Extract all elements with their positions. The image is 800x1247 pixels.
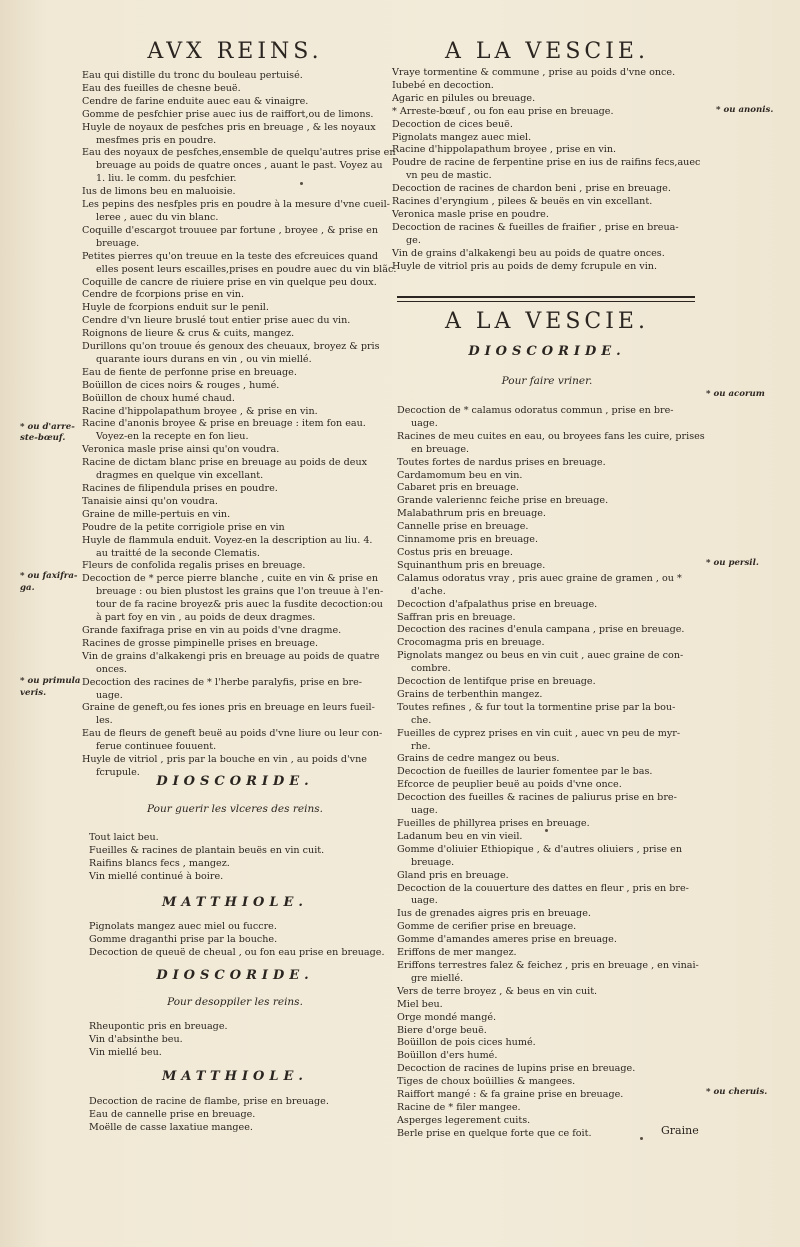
section-subtitle: Pour guerir les vlceres des reins. bbox=[147, 803, 323, 815]
entry-line: Racine d'hippolapathum broyee , & prise en vin. bbox=[82, 405, 318, 417]
entry-line: Grains de cedre mangez ou beus. bbox=[397, 753, 560, 765]
entry-line: à part foy en vin , au poids de deux dragmes. bbox=[96, 612, 316, 624]
entry-line: Durillons qu'on trouue és genoux des cheuaux, broyez & pris bbox=[82, 341, 380, 353]
entry-line: Decoction de * perce pierre blanche , cuite en vin & prise en bbox=[82, 573, 379, 585]
entry-line: Veronica masle prise en poudre. bbox=[392, 208, 549, 220]
entry-line: Decoction de lentifque prise en breuage. bbox=[397, 676, 596, 688]
entry-line: vn peu de mastic. bbox=[406, 170, 492, 182]
entry-line: che. bbox=[411, 714, 432, 726]
entry-line: Racines d'eryngium , pilees & beuës en vin excellant. bbox=[392, 196, 653, 208]
margin-note: * ou faxifra- bbox=[20, 571, 78, 581]
entry-line: Decoction de racines de chardon beni , prise en breuage. bbox=[392, 183, 671, 195]
margin-note: * ou anonis. bbox=[716, 105, 774, 115]
entry-line: Ius de grenades aigres pris en breuage. bbox=[397, 908, 591, 920]
entry-line: breuage. bbox=[411, 856, 455, 868]
entry-line: Decoction de cices beuë. bbox=[392, 118, 513, 130]
entry-line: Vers de terre broyez , & beus en vin cuit. bbox=[397, 985, 598, 997]
entry-line: Eau des fueilles de chesne beuë. bbox=[82, 82, 241, 94]
section-heading-matthiole: MATTHIOLE. bbox=[162, 895, 308, 910]
entry-line: Cinnamome pris en breuage. bbox=[397, 534, 539, 546]
entry-line: uage. bbox=[411, 805, 438, 817]
entry-list bbox=[89, 1021, 228, 1060]
entry-line: Huyle de vitriol , pris par la bouche en vin , au poids d'vne bbox=[82, 754, 367, 766]
entry-line: Poudre de racine de ferpentine prise en ius de raifins fecs,auec bbox=[392, 157, 701, 169]
entry-line: Cannelle prise en breuage. bbox=[397, 521, 529, 533]
entry-line: les. bbox=[96, 715, 113, 727]
margin-note: * ou acorum bbox=[706, 389, 765, 399]
entry-line: ferue continuee fouuent. bbox=[96, 741, 217, 753]
entry-line: Gomme d'oliuier Ethiopique , & d'autres oliuiers , prise en bbox=[397, 843, 683, 855]
entry-line: leree , auec du vin blanc. bbox=[96, 211, 219, 223]
entry-line: Calamus odoratus vray , pris auec graine de gramen , ou * bbox=[397, 572, 682, 584]
entry-line: Miel beu. bbox=[397, 998, 443, 1010]
section-divider-rule bbox=[397, 296, 695, 302]
entry-list bbox=[397, 405, 705, 1141]
margin-note: * ou cheruis. bbox=[706, 1087, 768, 1097]
entry-line: Pignolats mangez auec miel ou fuccre. bbox=[89, 921, 277, 932]
entry-line: combre. bbox=[411, 663, 451, 675]
entry-line: Saffran pris en breuage. bbox=[397, 611, 516, 623]
entry-line: Tout laict beu. bbox=[89, 832, 159, 843]
catchword: Graine bbox=[661, 1124, 699, 1137]
ink-speck bbox=[300, 182, 303, 185]
entry-line: Fueilles de phillyrea prises en breuage. bbox=[397, 818, 590, 829]
entry-line: au traitté de la seconde Clematis. bbox=[96, 547, 260, 559]
entry-line: Huyle de fcorpions enduit sur le penil. bbox=[82, 302, 269, 314]
margin-note: ga. bbox=[20, 583, 35, 593]
entry-line: breuage : ou bien plustost les grains que l'on treuue à l'en- bbox=[96, 586, 384, 598]
entry-line: Ladanum beu en vin vieil. bbox=[397, 830, 523, 842]
entry-line: Moëlle de casse laxatiue mangee. bbox=[89, 1121, 253, 1133]
entry-line: Biere d'orge beuë. bbox=[397, 1024, 487, 1036]
entry-line: 1. liu. le comm. du pesfchier. bbox=[96, 173, 237, 185]
entry-line: Vin miellé continué à boire. bbox=[89, 870, 224, 882]
entry-line: rhe. bbox=[411, 740, 431, 752]
entry-line: Coquille d'escargot trouuee par fortune , broyee , & prise en bbox=[82, 224, 378, 236]
entry-line: Agaric en pilules ou breuage. bbox=[392, 92, 536, 104]
entry-line: Boüillon d'ers humé. bbox=[397, 1050, 498, 1062]
heading-a-la-vescie-second: A LA VESCIE. bbox=[445, 309, 649, 334]
entry-line: Asperges legerement cuits. bbox=[397, 1114, 531, 1126]
section-subtitle: Pour faire vriner. bbox=[501, 375, 593, 387]
margin-note: ste-bœuf. bbox=[20, 433, 66, 443]
ink-speck bbox=[640, 1137, 643, 1140]
heading-a-la-vescie: A LA VESCIE. bbox=[445, 39, 649, 64]
entry-line: Eau de fiente de perfonne prise en breuage. bbox=[82, 366, 297, 378]
entry-line: Huyle de vitriol pris au poids de demy fcrupule en vin. bbox=[392, 260, 658, 272]
margin-note: * ou primula bbox=[20, 676, 81, 686]
entry-line: Decoction des fueilles & racines de paliurus prise en bre- bbox=[397, 792, 677, 804]
entry-line: Voyez-en la recepte en fon lieu. bbox=[96, 431, 249, 443]
entry-line: Graine de geneft,ou fes iones pris en breuage en leurs fueil- bbox=[82, 702, 375, 714]
entry-line: mesfmes pris en poudre. bbox=[96, 134, 217, 146]
entry-line: Decoction de racine de flambe, prise en breuage. bbox=[89, 1096, 329, 1107]
entry-line: Coquille de cancre de riuiere prise en vin quelque peu doux. bbox=[82, 276, 377, 288]
entry-line: Decoction des racines d'enula campana , prise en breuage. bbox=[397, 624, 685, 636]
entry-line: d'ache. bbox=[411, 585, 446, 597]
entry-line: uage. bbox=[411, 417, 438, 429]
section-heading-dioscoride: DIOSCORIDE. bbox=[156, 774, 314, 789]
entry-line: Rheupontic pris en breuage. bbox=[89, 1021, 228, 1032]
entry-line: Iubebé en decoction. bbox=[392, 79, 494, 91]
entry-line: fcrupule. bbox=[96, 766, 140, 778]
entry-line: Eriffons de mer mangez. bbox=[397, 947, 517, 959]
entry-line: Decoction de queuë de cheual , ou fon eau prise en breuage. bbox=[89, 946, 385, 958]
section-heading-matthiole: MATTHIOLE. bbox=[162, 1069, 308, 1084]
entry-line: Tanaisie ainsi qu'on voudra. bbox=[82, 495, 218, 507]
entry-line: breuage. bbox=[96, 237, 140, 249]
entry-line: Eriffons terrestres falez & feichez , pris en breuage , en vinai- bbox=[397, 959, 699, 971]
entry-line: Vin de grains d'alkakengi beu au poids de quatre onces. bbox=[392, 247, 665, 259]
entry-line: Gomme de pesfchier prise auec ius de raiffort,ou de limons. bbox=[82, 108, 374, 120]
entry-line: Grande faxifraga prise en vin au poids d'vne dragme. bbox=[82, 624, 342, 636]
entry-line: Eau de fleurs de geneft beuë au poids d'vne liure ou leur con- bbox=[82, 728, 383, 740]
margin-note: veris. bbox=[20, 688, 47, 698]
entry-line: Racines de grosse pimpinelle prises en breuage. bbox=[82, 637, 319, 649]
entry-line: Veronica masle prise ainsi qu'on voudra. bbox=[82, 444, 280, 456]
entry-line: gre miellé. bbox=[411, 972, 464, 984]
entry-line: Cendre de fcorpions prise en vin. bbox=[82, 289, 245, 301]
entry-line: Fueilles & racines de plantain beuës en vin cuit. bbox=[89, 844, 325, 856]
entry-line: Decoction de racines & fueilles de fraifier , prise en breua- bbox=[392, 221, 679, 233]
entry-line: Decoction des racines de * l'herbe paralyfis, prise en bre- bbox=[82, 676, 362, 688]
entry-line: Orge mondé mangé. bbox=[397, 1011, 497, 1023]
entry-line: tour de fa racine broyez& pris auec la fusdite decoction:ou bbox=[96, 599, 383, 611]
entry-line: Vraye tormentine & commune , prise au poids d'vne once. bbox=[392, 67, 676, 78]
entry-line: Graine de mille-pertuis en vin. bbox=[82, 508, 231, 520]
entry-list bbox=[82, 70, 396, 780]
entry-line: Cendre d'vn lieure bruslé tout entier prise auec du vin. bbox=[82, 315, 351, 327]
entry-line: Racine de * filer mangee. bbox=[397, 1101, 521, 1113]
entry-list bbox=[89, 1096, 329, 1135]
entry-line: Vin de grains d'alkakengi pris en breuage au poids de quatre bbox=[82, 650, 380, 662]
entry-line: Gland pris en breuage. bbox=[397, 869, 509, 881]
entry-line: ge. bbox=[406, 234, 421, 246]
entry-line: Racines de meu cuites en eau, ou broyees fans les cuire, prises bbox=[397, 430, 705, 442]
entry-line: Cabaret pris en breuage. bbox=[397, 482, 519, 494]
entry-line: breuage au poids de quatre onces , auant le past. Voyez au bbox=[96, 160, 383, 172]
entry-line: Efcorce de peuplier beuë au poids d'vne once. bbox=[397, 779, 622, 791]
entry-line: Squinanthum pris en breuage. bbox=[397, 559, 546, 571]
entry-line: Vin miellé beu. bbox=[89, 1046, 162, 1058]
entry-line: en breuage. bbox=[411, 443, 470, 455]
entry-line: Toutes refines , & fur tout la tormentine prise par la bou- bbox=[397, 701, 676, 713]
entry-line: Decoction d'afpalathus prise en breuage. bbox=[397, 598, 598, 610]
entry-line: Berle prise en quelque forte que ce foit. bbox=[397, 1127, 592, 1139]
entry-line: Cendre de farine enduite auec eau & vinaigre. bbox=[82, 95, 309, 107]
entry-line: Huyle de noyaux de pesfches pris en breuage , & les noyaux bbox=[82, 121, 376, 133]
entry-line: elles posent leurs escailles,prises en poudre auec du vin blãc. bbox=[96, 263, 397, 275]
entry-line: Cardamomum beu en vin. bbox=[397, 469, 523, 481]
entry-list bbox=[89, 921, 385, 960]
entry-line: dragmes en quelque vin excellant. bbox=[96, 470, 264, 482]
entry-line: Decoction de racines de lupins prise en breuage. bbox=[397, 1063, 636, 1075]
entry-line: Racines de filipendula prises en poudre. bbox=[82, 483, 278, 494]
heading-aux-reins: AVX REINS. bbox=[147, 39, 323, 64]
ink-speck bbox=[545, 829, 548, 832]
entry-line: Petites pierres qu'on treuue en la teste des efcreuices quand bbox=[82, 250, 379, 262]
section-subtitle: Pour desoppiler les reins. bbox=[167, 996, 303, 1008]
entry-line: Racine de dictam blanc prise en breuage au poids de deux bbox=[82, 457, 368, 469]
entry-line: Decoction de la couuerture des dattes en fleur , pris en bre- bbox=[397, 882, 689, 894]
section-heading-dioscoride: DIOSCORIDE. bbox=[468, 344, 626, 359]
entry-line: quarante iours durans en vin , ou vin miellé. bbox=[96, 353, 312, 365]
entry-line: Grains de terbenthin mangez. bbox=[397, 688, 543, 700]
entry-line: Boüillon de pois cices humé. bbox=[397, 1037, 536, 1049]
entry-line: Pignolats mangez auec miel. bbox=[392, 131, 532, 143]
section-heading-dioscoride: DIOSCORIDE. bbox=[156, 968, 314, 983]
entry-line: uage. bbox=[96, 689, 123, 701]
entry-line: Eau des noyaux de pesfches,ensemble de quelqu'autres prise en bbox=[82, 147, 396, 159]
entry-line: Gomme draganthi prise par la bouche. bbox=[89, 933, 278, 945]
entry-line: Gomme de cerifier prise en breuage. bbox=[397, 921, 577, 933]
entry-line: uage. bbox=[411, 895, 438, 907]
entry-line: Poudre de la petite corrigiole prise en vin bbox=[82, 521, 285, 533]
margin-note: * ou persil. bbox=[706, 558, 759, 568]
margin-note: * ou d'arre- bbox=[20, 422, 75, 432]
entry-line: Vin d'absinthe beu. bbox=[89, 1033, 183, 1045]
entry-line: Eau qui distille du tronc du bouleau pertuisé. bbox=[82, 70, 303, 81]
entry-line: Huyle de flammula enduit. Voyez-en la description au liu. 4. bbox=[82, 534, 373, 546]
entry-line: Raifins blancs fecs , mangez. bbox=[89, 857, 230, 869]
entry-line: Boüillon de cices noirs & rouges , humé. bbox=[82, 379, 280, 391]
entry-line: Racine d'hippolapathum broyee , prise en vin. bbox=[392, 144, 617, 156]
entry-line: Gomme d'amandes ameres prise en breuage. bbox=[397, 934, 617, 946]
entry-line: Boüillon de choux humé chaud. bbox=[82, 392, 235, 404]
entry-line: Decoction de * calamus odoratus commun , prise en bre- bbox=[397, 405, 674, 416]
entry-line: Decoction de fueilles de laurier fomentee par le bas. bbox=[397, 766, 653, 778]
entry-line: onces. bbox=[96, 663, 127, 675]
entry-line: Tiges de choux boüillies & mangees. bbox=[397, 1076, 576, 1088]
entry-line: Ius de limons beu en maluoisie. bbox=[82, 186, 236, 198]
entry-line: Fleurs de confolida regalis prises en breuage. bbox=[82, 560, 306, 572]
entry-line: Roignons de lieure & crus & cuits, mangez. bbox=[82, 328, 295, 340]
entry-line: Fueilles de cyprez prises en vin cuit , auec vn peu de myr- bbox=[397, 727, 681, 739]
entry-line: Racine d'anonis broyee & prise en breuage : item fon eau. bbox=[82, 418, 366, 430]
entry-line: * Arreste-bœuf , ou fon eau prise en breuage. bbox=[392, 105, 614, 117]
entry-list bbox=[392, 67, 700, 274]
entry-line: Grande valeriennc feiche prise en breuage. bbox=[397, 495, 609, 507]
entry-list bbox=[89, 832, 324, 884]
entry-line: Malabathrum pris en breuage. bbox=[397, 508, 546, 520]
entry-line: Raiffort mangé : & fa graine prise en breuage. bbox=[397, 1089, 624, 1101]
entry-line: Toutes fortes de nardus prises en breuage. bbox=[397, 456, 606, 468]
entry-line: Costus pris en breuage. bbox=[397, 546, 513, 558]
entry-line: Eau de cannelle prise en breuage. bbox=[89, 1108, 256, 1120]
entry-line: Crocomagma pris en breuage. bbox=[397, 637, 545, 649]
entry-line: Pignolats mangez ou beus en vin cuit , auec graine de con- bbox=[397, 650, 684, 662]
entry-line: Les pepins des nesfples pris en poudre à la mesure d'vne cueil- bbox=[82, 199, 390, 211]
